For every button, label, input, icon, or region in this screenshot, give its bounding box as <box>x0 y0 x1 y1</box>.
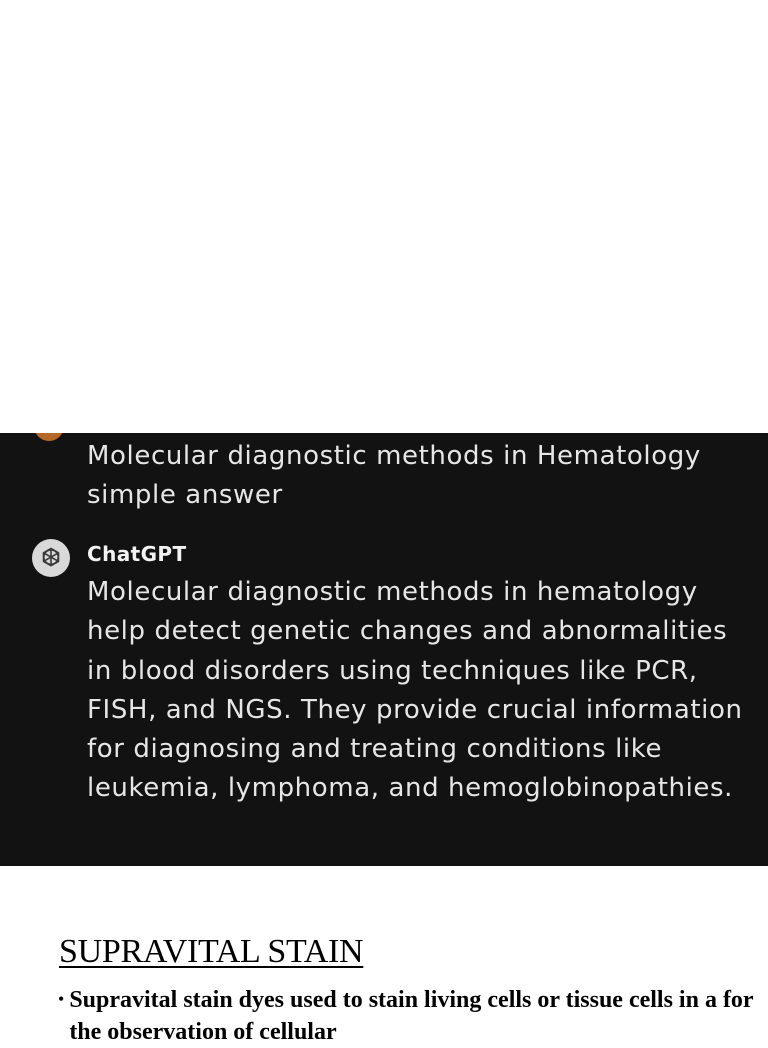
bullet-item <box>58 984 758 1048</box>
bot-message: Molecular diagnostic methods in hematology help detect genetic changes and abnormalities in blood disorders using techniques like PCR, FISH, and NGS. They provide crucial information for diagnosing and treating conditions like leukemia, lymphoma, and hemoglobinopathies. <box>87 577 743 804</box>
bullet-text: Supravital stain dyes used to stain living cells or tissue cells in a for the observation of cellular <box>69 987 754 1045</box>
bot-name: ChatGPT <box>87 542 187 566</box>
openai-logo-icon <box>32 539 70 577</box>
user-message: Molecular diagnostic methods in Hematology simple answer <box>87 441 701 510</box>
chat-screenshot <box>0 433 768 866</box>
user-avatar-icon <box>34 433 64 441</box>
section-heading: SUPRAVITAL STAIN <box>59 933 364 970</box>
bullet-dot-icon: • <box>58 989 65 1009</box>
blank-page-area <box>0 0 768 433</box>
